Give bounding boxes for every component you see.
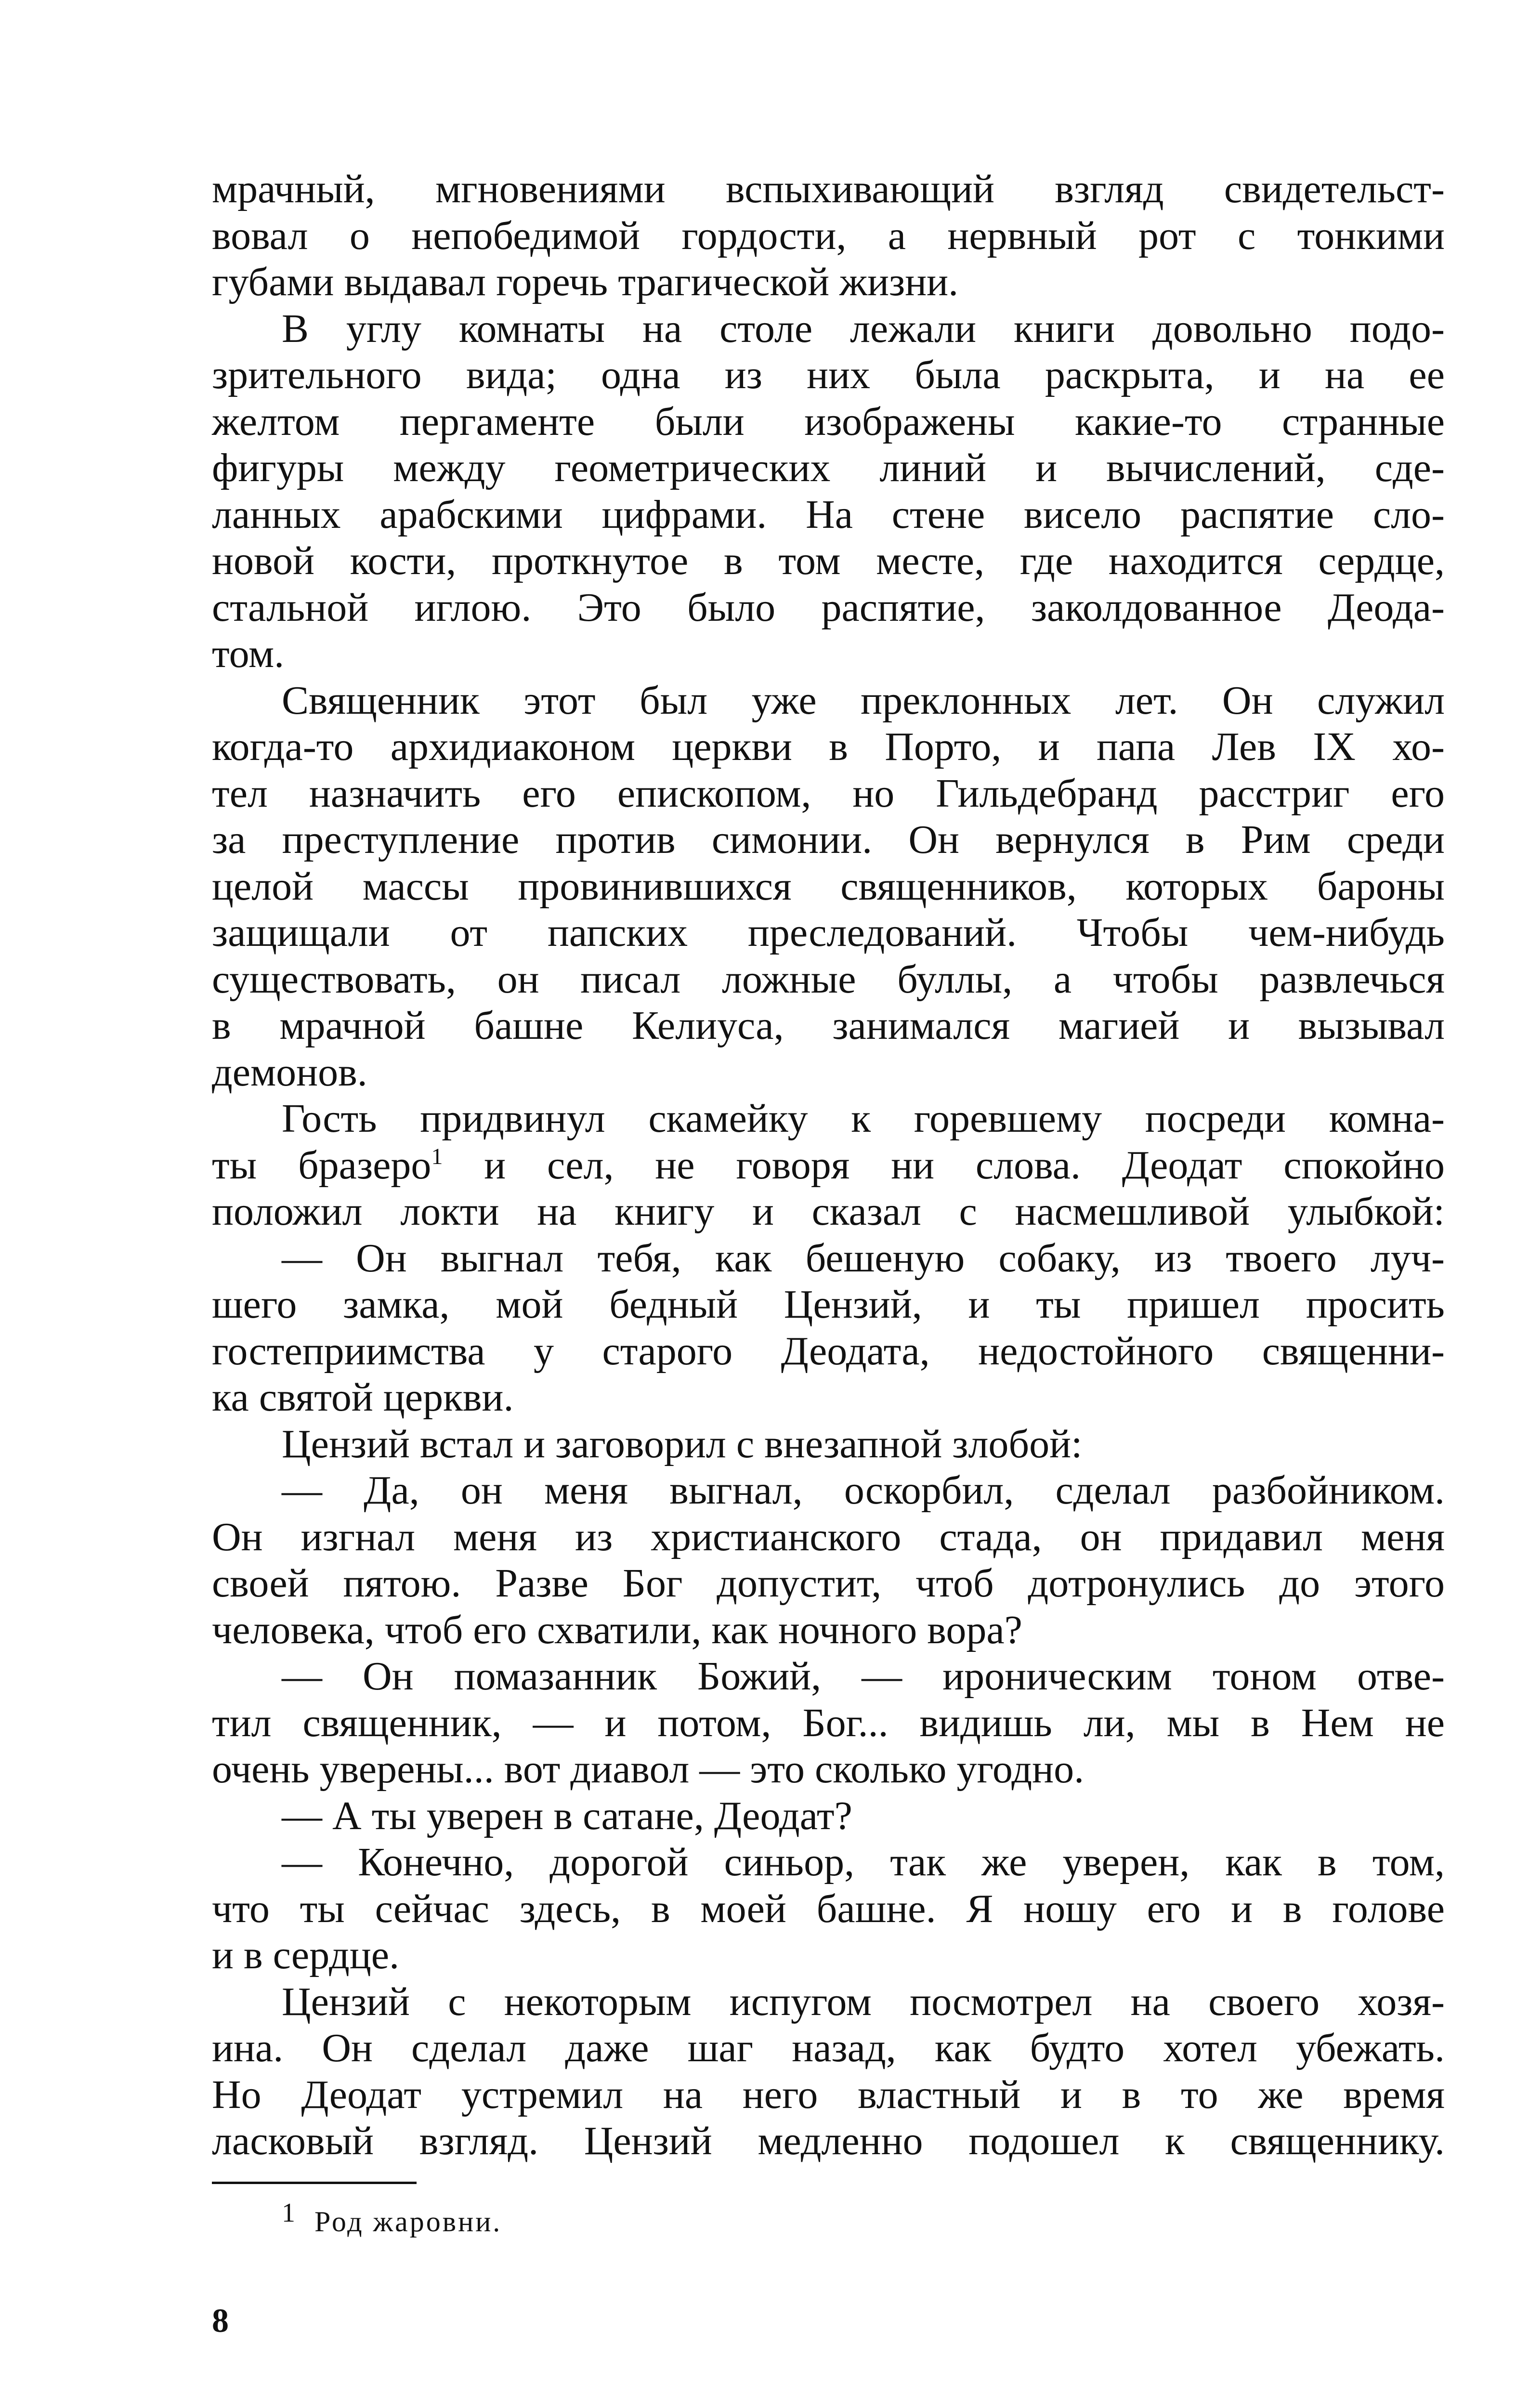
text-line: — Он выгнал тебя, как бешеную собаку, из твоего луч- bbox=[282, 1235, 1445, 1281]
text-line: новой кости, проткнутое в том месте, где находится сердце, bbox=[212, 538, 1445, 583]
footnote-divider bbox=[212, 2182, 417, 2184]
text-line: человека, чтоб его схватили, как ночного вора? bbox=[212, 1607, 1022, 1652]
text-line: Он изгнал меня из христианского стада, он придавил меня bbox=[212, 1514, 1445, 1559]
text-line: — А ты уверен в сатане, Деодат? bbox=[282, 1793, 852, 1838]
text-line: желтом пергаменте были изображены какие-то странные bbox=[212, 399, 1445, 444]
text-line: стальной иглою. Это было распятие, заколдованное Деода- bbox=[212, 585, 1445, 630]
text-line: положил локти на книгу и сказал с насмешливой улыбкой: bbox=[212, 1189, 1445, 1234]
text-line: — Да, он меня выгнал, оскорбил, сделал разбойником. bbox=[282, 1468, 1445, 1513]
text-line: ланных арабскими цифрами. На стене висело распятие сло- bbox=[212, 492, 1445, 537]
text-line: очень уверены... вот диавол — это сколько угодно. bbox=[212, 1747, 1085, 1792]
text-line: том. bbox=[212, 631, 285, 676]
text-line: ина. Он сделал даже шаг назад, как будто хотел убежать. bbox=[212, 2026, 1445, 2070]
page-number: 8 bbox=[212, 2303, 229, 2340]
text-line: гостеприимства у старого Деодата, недостойного священни- bbox=[212, 1328, 1445, 1374]
text-line: ка святой церкви. bbox=[212, 1375, 514, 1420]
text-line: и в сердце. bbox=[212, 1933, 400, 1977]
text-line: Священник этот был уже преклонных лет. Он служил bbox=[282, 678, 1445, 723]
text-line bbox=[212, 1142, 1445, 1189]
text-line: за преступление против симонии. Он вернулся в Рим среди bbox=[212, 817, 1445, 862]
text-line: когда-то архидиаконом церкви в Порто, и папа Лев IX хо- bbox=[212, 724, 1445, 769]
text-line: вовал о непобедимой гордости, а нервный рот с тонкими bbox=[212, 213, 1445, 258]
text-line-segment: ты бразеро bbox=[212, 1142, 431, 1188]
text-line: в мрачной башне Келиуса, занимался магией и вызывал bbox=[212, 1003, 1445, 1048]
text-line: Цензий встал и заговорил с внезапной злобой: bbox=[282, 1421, 1083, 1466]
text-line: мрачный, мгновениями вспыхивающий взгляд свидетельст- bbox=[212, 167, 1445, 211]
text-line: что ты сейчас здесь, в моей башне. Я ношу его и в голове bbox=[212, 1886, 1445, 1931]
footnote-marker: 1 bbox=[282, 2198, 295, 2228]
text-line: существовать, он писал ложные буллы, а чтобы развлечься bbox=[212, 956, 1445, 1002]
text-line: демонов. bbox=[212, 1049, 367, 1095]
text-line: фигуры между геометрических линий и вычислений, сде- bbox=[212, 445, 1445, 490]
text-line: В углу комнаты на столе лежали книги довольно подо- bbox=[282, 306, 1445, 351]
text-line-segment: и сел, не говоря ни слова. Деодат спокойно bbox=[443, 1142, 1445, 1188]
text-line: защищали от папских преследований. Чтобы чем-нибудь bbox=[212, 910, 1445, 955]
text-line: губами выдавал горечь трагической жизни. bbox=[212, 260, 959, 304]
body-text bbox=[212, 166, 1445, 2165]
footnote-text: Род жаровни. bbox=[314, 2206, 502, 2238]
text-line: ласковый взгляд. Цензий медленно подошел к священнику. bbox=[212, 2119, 1445, 2163]
footnote-reference: 1 bbox=[431, 1143, 443, 1169]
text-line: Гость придвинул скамейку к горевшему посреди комна- bbox=[282, 1096, 1445, 1141]
text-line: — Он помазанник Божий, — ироническим тоном отве- bbox=[282, 1654, 1445, 1699]
text-line: тел назначить его епископом, но Гильдебранд расстриг его bbox=[212, 771, 1445, 816]
text-line: своей пятою. Разве Бог допустит, чтоб дотронулись до этого bbox=[212, 1561, 1445, 1606]
text-line: Но Деодат устремил на него властный и в то же время bbox=[212, 2072, 1445, 2117]
text-line: тил священник, — и потом, Бог... видишь ли, мы в Нем не bbox=[212, 1700, 1445, 1745]
text-line: Цензий с некоторым испугом посмотрел на своего хозя- bbox=[282, 1979, 1445, 2024]
text-line: — Конечно, дорогой синьор, так же уверен, как в том, bbox=[282, 1840, 1445, 1885]
footnote bbox=[282, 2194, 502, 2241]
text-line: шего замка, мой бедный Цензий, и ты пришел просить bbox=[212, 1282, 1445, 1327]
text-line: зрительного вида; одна из них была раскрыта, и на ее bbox=[212, 353, 1445, 397]
text-line: целой массы провинившихся священников, которых бароны bbox=[212, 864, 1445, 909]
